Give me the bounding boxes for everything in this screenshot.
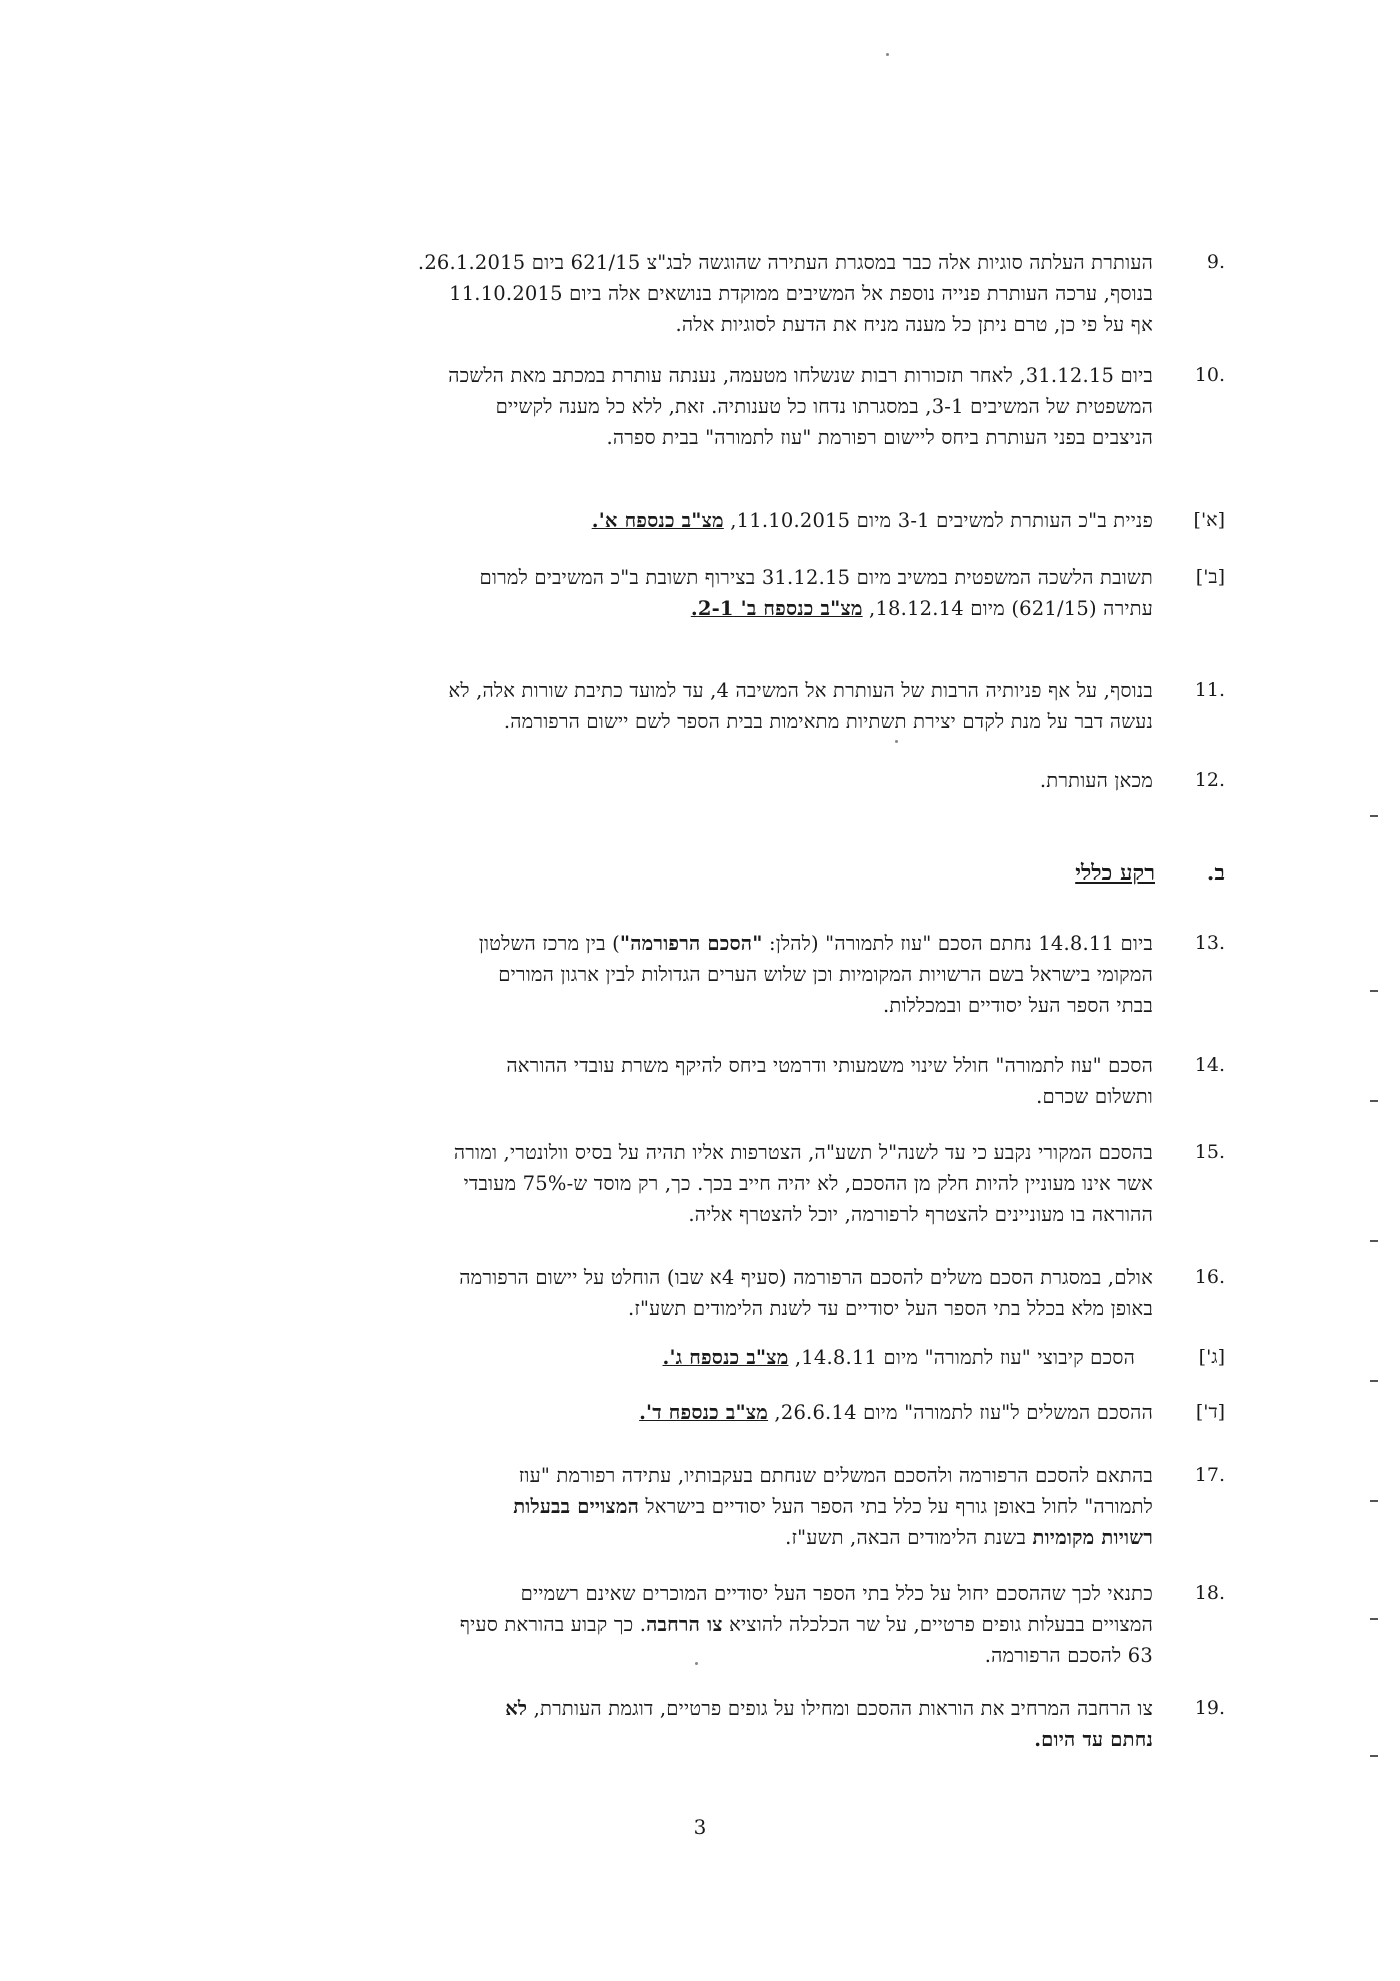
text-line: הניצבים בפני העותרת ביחס ליישום רפורמת "עוז לתמורה" בבית ספרה. [606, 426, 1153, 449]
text-line: כתנאי לכך שההסכם יחול על כלל בתי הספר העל יסודיים המוכרים שאינם רשמיים [520, 1582, 1153, 1605]
exhibit-tag: [ב'] [1195, 566, 1225, 588]
paragraph-text [125, 1578, 1153, 1671]
text-line: אולם, במסגרת הסכם משלים להסכם הרפורמה (סעיף 4א שבו) הוחלט על יישום הרפורמה [459, 1266, 1153, 1289]
scan-speck [895, 740, 898, 743]
text-run: . כך קבוע בהוראת סעיף [459, 1613, 647, 1636]
emphasized-text: רשויות מקומיות [1032, 1526, 1153, 1549]
text-line: בנוסף, ערכה העותרת פנייה נוספת אל המשיבים ממוקדת בנושאים אלה ביום 11.10.2015 [449, 282, 1153, 305]
exhibit-description: פניית ב"כ העותרת למשיבים 3-1 מיום 11.10.2015, [723, 509, 1153, 532]
text-line: באופן מלא בכלל בתי הספר העל יסודיים עד לשנת הלימודים תשע"ז. [627, 1297, 1153, 1320]
scan-mark [1370, 990, 1378, 992]
text-run: ביום 14.8.11 נחתם הסכם "עוז לתמורה" (להלן: [762, 932, 1153, 955]
text-line: 63 להסכם הרפורמה. [984, 1644, 1153, 1667]
text-line: בבתי הספר העל יסודיים ובמכללות. [882, 994, 1153, 1017]
exhibit-b-reference [125, 562, 1225, 626]
section-title: רקע כללי [1075, 860, 1155, 886]
scan-mark [1370, 1380, 1378, 1382]
emphasized-text: נחתם עד היום. [1034, 1728, 1153, 1751]
scan-speck [695, 1662, 698, 1665]
paragraph-number: .12 [1194, 769, 1225, 791]
text-run: ) בין מרכז השלטון [478, 932, 620, 955]
exhibit-text [125, 562, 1153, 624]
text-line: אשר אינו מעוניין להיות חלק מן ההסכם, לא יהיה חייב בכך. כך, רק מוסד ש-75% מעובדי [463, 1172, 1153, 1195]
text-run: צו הרחבה המרחיב את הוראות ההסכם ומחילו על גופים פרטיים, דוגמת העותרת, [527, 1697, 1153, 1720]
paragraph-text [125, 1050, 1153, 1112]
exhibit-d-reference [125, 1397, 1225, 1431]
exhibit-tag: [ג'] [1198, 1346, 1225, 1368]
paragraph-number: .9 [1206, 251, 1225, 273]
paragraph-number: .11 [1194, 679, 1225, 701]
text-line [125, 1522, 1153, 1553]
text-run: בשנת הלימודים הבאה, תשע"ז. [785, 1526, 1033, 1549]
emphasized-text: צו הרחבה [646, 1613, 723, 1636]
paragraph-number: .18 [1194, 1582, 1225, 1604]
exhibit-label: מצ"ב כנספח ד'. [639, 1401, 769, 1424]
paragraph-number: .10 [1194, 364, 1225, 386]
paragraph-12 [125, 765, 1225, 799]
paragraph-19 [125, 1693, 1225, 1757]
emphasized-text: המצויים בבעלות [513, 1495, 640, 1518]
exhibit-description: הסכם קיבוצי "עוז לתמורה" מיום 14.8.11, [788, 1346, 1135, 1369]
text-line: ותשלום שכרם. [1036, 1085, 1153, 1108]
text-line: בהסכם המקורי נקבע כי עד לשנה"ל תשע"ה, הצטרפות אליו תהיה על בסיס וולונטרי, ומורה [453, 1141, 1153, 1164]
exhibit-text [125, 1397, 1153, 1428]
paragraph-text [125, 360, 1153, 453]
text-line: בנוסף, על אף פניותיה הרבות של העותרת אל המשיבה 4, עד למועד כתיבת שורות אלה, לא [448, 679, 1153, 702]
scan-mark [1370, 1240, 1378, 1242]
text-line [125, 1693, 1153, 1724]
paragraph-text [125, 675, 1153, 737]
text-line: תשובת הלשכה המשפטית במשיב מיום 31.12.15 בצירוף תשובת ב"כ המשיבים למרום [479, 566, 1153, 589]
scan-mark [1370, 1618, 1378, 1620]
text-line: המשפטית של המשיבים 3-1, במסגרתו נדחו כל טענותיה. זאת, ללא כל מענה לקשיים [495, 395, 1153, 418]
text-line: נעשה דבר על מנת לקדם יצירת תשתיות מתאימות בבית הספר לשם יישום הרפורמה. [503, 710, 1153, 733]
paragraph-11 [125, 675, 1225, 739]
exhibit-label: מצ"ב כנספח ג'. [662, 1346, 789, 1369]
text-line [125, 593, 1153, 624]
exhibit-tag: [א'] [1193, 509, 1225, 531]
paragraph-9 [125, 247, 1225, 343]
paragraph-text [125, 928, 1153, 1021]
paragraph-text: מכאן העותרת. [1039, 769, 1153, 792]
paragraph-13 [125, 928, 1225, 1024]
exhibit-label: מצ"ב כנספח ב' 2-1. [690, 597, 863, 620]
text-line [125, 1609, 1153, 1640]
scan-mark [1370, 815, 1378, 817]
section-heading [825, 856, 1225, 890]
paragraph-number: .14 [1194, 1054, 1225, 1076]
text-line: העותרת העלתה סוגיות אלה כבר במסגרת העתירה שהוגשה לבג"צ 621/15 ביום 26.1.2015. [417, 251, 1153, 274]
exhibit-c-reference [125, 1342, 1225, 1376]
paragraph-18 [125, 1578, 1225, 1674]
scan-speck [886, 53, 889, 56]
paragraph-15 [125, 1137, 1225, 1233]
scan-mark [1370, 1755, 1378, 1757]
scan-mark [1370, 1500, 1378, 1502]
exhibit-description: עתירה (621/15) מיום 18.12.14, [862, 597, 1153, 620]
exhibit-text [125, 1342, 1135, 1373]
paragraph-text [125, 1460, 1153, 1553]
scan-mark [1370, 1100, 1378, 1102]
exhibit-a-reference [125, 505, 1225, 539]
page-number: 3 [693, 1815, 707, 1839]
exhibit-description: ההסכם המשלים ל"עוז לתמורה" מיום 26.6.14, [768, 1401, 1153, 1424]
text-line: ביום 31.12.15, לאחר תזכורות רבות שנשלחו מטעמה, נענתה עותרת במכתב מאת הלשכה [448, 364, 1153, 387]
paragraph-number: .16 [1194, 1266, 1225, 1288]
paragraph-16 [125, 1262, 1225, 1326]
paragraph-number: .15 [1194, 1141, 1225, 1163]
text-line: המקומי בישראל בשם הרשויות המקומיות וכן שלוש הערים הגדולות לבין ארגון המורים [498, 963, 1153, 986]
paragraph-text [125, 247, 1153, 340]
text-line [125, 1491, 1153, 1522]
text-run: המצויים בבעלות גופים פרטיים, על שר הכלכלה להוציא [722, 1613, 1153, 1636]
emphasized-text: לא [505, 1697, 528, 1720]
defined-term: "הסכם הרפורמה" [619, 932, 763, 955]
exhibit-label: מצ"ב כנספח א'. [591, 509, 724, 532]
paragraph-10 [125, 360, 1225, 456]
paragraph-text [125, 1262, 1153, 1324]
text-line: בהתאם להסכם הרפורמה ולהסכם המשלים שנחתם בעקבותיו, עתידה רפורמת "עוז [518, 1464, 1153, 1487]
text-run: לתמורה" לחול באופן גורף על כלל בתי הספר העל יסודיים בישראל [639, 1495, 1153, 1518]
text-line [125, 1724, 1153, 1755]
paragraph-number: .13 [1194, 932, 1225, 954]
paragraph-14 [125, 1050, 1225, 1114]
paragraph-number: .19 [1194, 1697, 1225, 1719]
text-line: הסכם "עוז לתמורה" חולל שינוי משמעותי ודרמטי ביחס להיקף משרת עובדי ההוראה [506, 1054, 1153, 1077]
section-number: ב. [1206, 860, 1225, 886]
text-line: ההוראה בו מעוניינים להצטרף לרפורמה, יוכל להצטרף אליה. [688, 1203, 1153, 1226]
text-line: אף על פי כן, טרם ניתן כל מענה מניח את הדעת לסוגיות אלה. [675, 313, 1153, 336]
exhibit-text [125, 505, 1153, 536]
paragraph-number: .17 [1194, 1464, 1225, 1486]
paragraph-17 [125, 1460, 1225, 1556]
paragraph-text [125, 1137, 1153, 1230]
exhibit-tag: [ד'] [1195, 1401, 1225, 1423]
paragraph-text [125, 1693, 1153, 1755]
text-line [125, 928, 1153, 959]
